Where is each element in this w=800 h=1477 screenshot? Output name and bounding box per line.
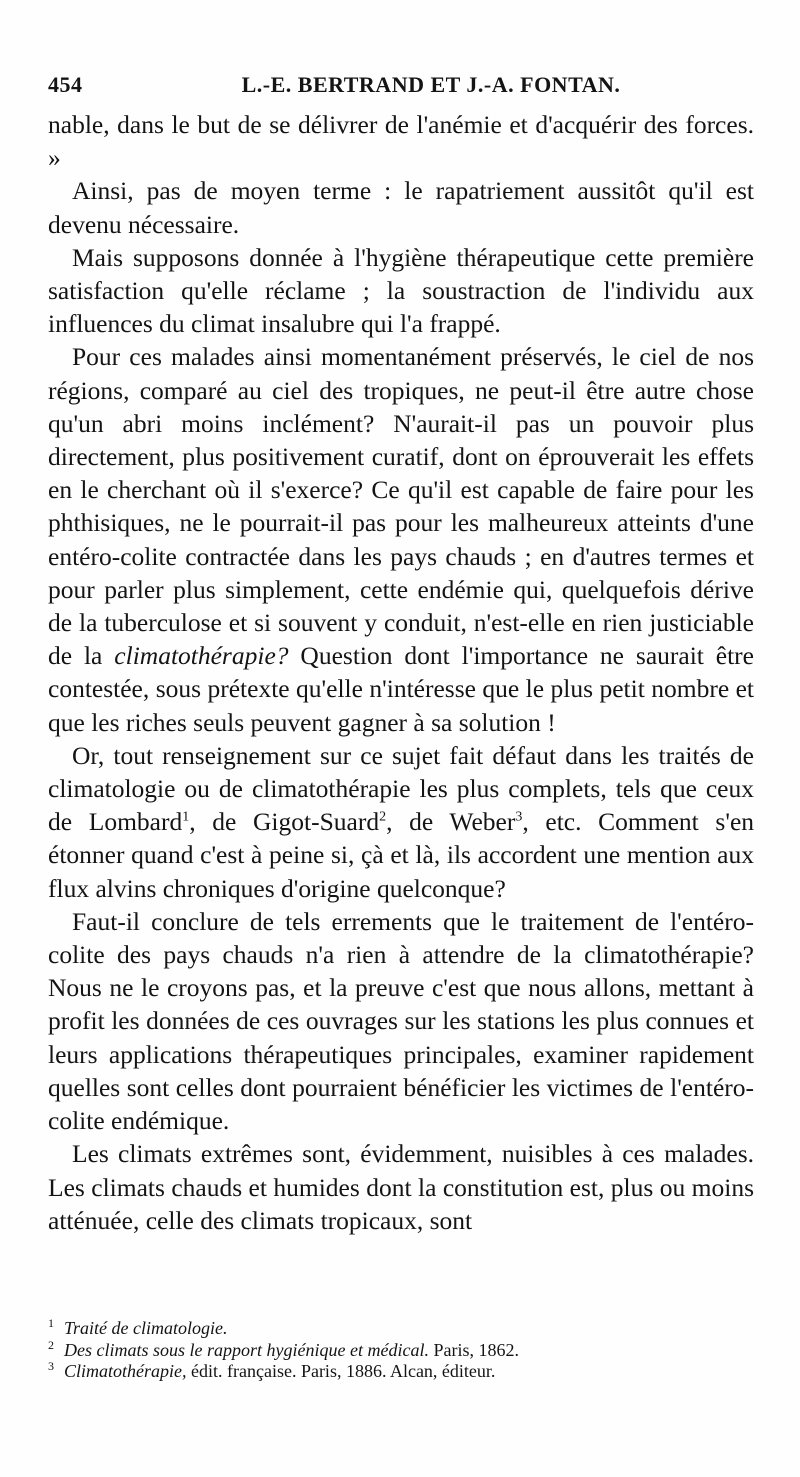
- paragraph: Mais supposons donnée à l'hygiène thérapeutique cette première satisfaction qu'elle réclame ; la soustraction de l'individu aux influences du climat insalubre qui l'a frappé.: [48, 242, 754, 339]
- footnote: 3 Climatothérapie, édit. française. Paris, 1886. Alcan, éditeur.: [48, 1359, 496, 1381]
- paragraph: Faut-il conclure de tels errements que le traitement de l'entéro-colite des pays chauds n'a rien à attendre de la climatothérapie? Nous ne le croyons pas, et la preuve c'est que nous allons, mettant à profit les données de ces ouvrages sur les stations les plus connues et leurs applications thérapeutiques principales, examiner rapidement quelles sont celles dont pourraient bénéficier les victimes de l'entéro-colite endémique.: [48, 906, 754, 1136]
- footnote-text: édit. française. Paris, 1886. Alcan, éditeur.: [186, 1361, 496, 1381]
- paragraph-text: , de Weber: [386, 807, 516, 837]
- footnote-ref[interactable]: 1: [182, 809, 190, 825]
- paragraph: [48, 340, 754, 738]
- paragraph-text: , de Gigot-Suard: [189, 807, 380, 837]
- page-number: 454: [48, 72, 83, 97]
- footnote-title: Traité de climatologie.: [64, 1318, 228, 1338]
- running-title: L.-E. BERTRAND ET J.-A. FONTAN.: [241, 72, 621, 97]
- footnote-title: Climatothérapie,: [64, 1361, 187, 1381]
- footnote-ref[interactable]: 2: [379, 809, 387, 825]
- page-header: [48, 72, 754, 102]
- paragraph-text: , etc. Comment s'en étonner quand c'est à peine si, çà et là, ils accordent une mention aux flux alvins chroniques d'origine quelconque?: [48, 807, 755, 903]
- paragraph: Les climats extrêmes sont, évidemment, nuisibles à ces malades. Les climats chauds et humides dont la constitution est, plus ou moins atténuée, celle des climats tropicaux, sont: [48, 1139, 754, 1235]
- footnote: 2 Des climats sous le rapport hygiénique et médical. Paris, 1862.: [48, 1337, 519, 1360]
- footnote-ref[interactable]: 3: [515, 809, 523, 825]
- footnote-text: Paris, 1862.: [428, 1339, 519, 1360]
- paragraph-text: Pour ces malades ainsi momentanément préservés, le ciel de nos régions, comparé au ciel des tropiques, ne peut-il être autre chose qu'un abri moins inclément? N'aurait-il pas un pouvoir plus directement, plus positivement curatif, dont on éprouverait les effets en le cherchant où il s'exerce? Ce qu'il est capable de faire pour les phthisiques, ne le pourrait-il pas pour les malheureux atteints d'une entéro-colite contractée dans les pays chauds ; en d'autres termes et pour parler plus simplement, cette endémie qui, quelquefois dérive de la tuberculose et si souvent y conduit, n'est-elle en rien justiciable de la: [48, 342, 754, 671]
- paragraph: Ainsi, pas de moyen terme : le rapatriement aussitôt qu'il est devenu nécessaire.: [48, 176, 754, 239]
- italic-term: climatothérapie?: [114, 641, 289, 671]
- paragraph: [48, 739, 754, 905]
- footnote: 1 Traité de climatologie.: [48, 1316, 228, 1338]
- paragraph-text: Question dont l'importance ne saurait être contestée, sous prétexte qu'elle n'intéresse que le plus petit nombre et que les riches seuls peuvent gagner à sa solution !: [48, 641, 754, 737]
- footnote-title: Des climats sous le rapport hygiénique et médical.: [64, 1339, 429, 1360]
- footnotes: [48, 1318, 754, 1383]
- body-text: [48, 108, 754, 1237]
- paragraph-text: Or, tout renseignement sur ce sujet fait défaut dans les traités de climatologie ou de climatothérapie les plus complets, tels que ceux de Lombard: [48, 740, 754, 837]
- paragraph: nable, dans le but de se délivrer de l'anémie et d'acquérir des forces. »: [48, 110, 754, 173]
